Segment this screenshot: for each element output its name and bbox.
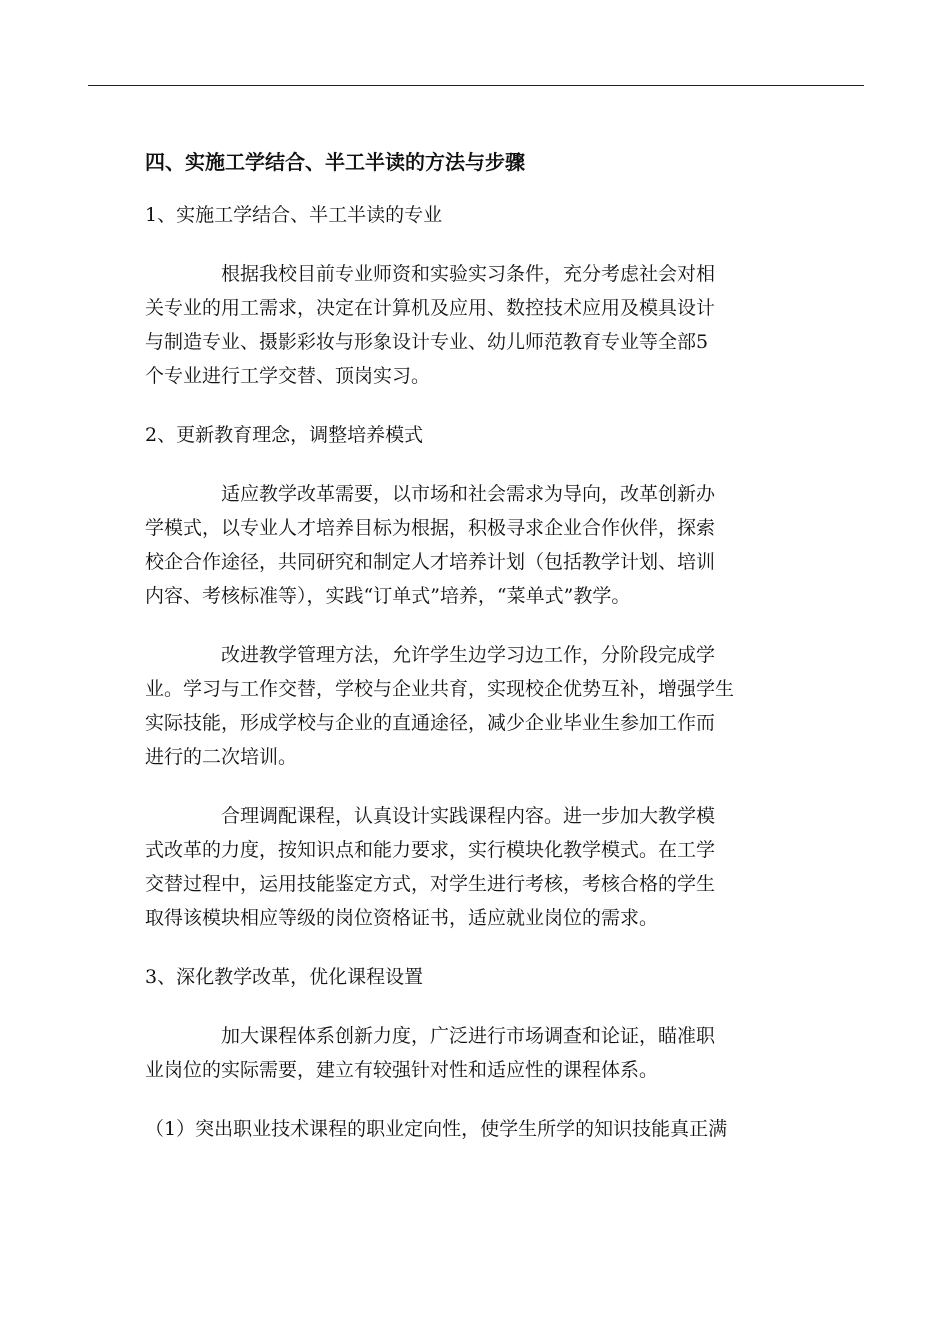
paragraph-line: 与制造专业、摄影彩妆与形象设计专业、幼儿师范教育专业等全部5 <box>145 331 709 353</box>
paragraph-line: 适应教学改革需要，以市场和社会需求为导向，改革创新办 <box>221 483 716 505</box>
paragraph-line: 合理调配课程，认真设计实践课程内容。进一步加大教学模 <box>221 805 716 827</box>
paragraph-line: 校企合作途径，共同研究和制定人才培养计划（包括教学计划、培训 <box>145 551 716 573</box>
paragraph-line: 关专业的用工需求，决定在计算机及应用、数控技术应用及模具设计 <box>145 297 716 319</box>
paragraph-line: 实际技能，形成学校与企业的直通途径，减少企业毕业生参加工作而 <box>145 712 716 734</box>
paragraph <box>145 257 810 393</box>
paragraph-line: 内容、考核标准等），实践“订单式”培养，“菜单式”教学。 <box>145 585 631 607</box>
paragraph-line: （1）突出职业技术课程的职业定向性，使学生所学的知识技能真正满 <box>145 1118 728 1140</box>
paragraph-line: 进行的二次培训。 <box>145 746 298 768</box>
paragraph <box>145 638 810 774</box>
subheading-1: 1、实施工学结合、半工半读的专业 <box>145 204 443 226</box>
subheading-3: 3、深化教学改革，优化课程设置 <box>145 966 424 988</box>
header-rule <box>88 85 864 86</box>
paragraph <box>145 799 810 935</box>
paragraph-line: 改进教学管理方法，允许学生边学习边工作，分阶段完成学 <box>221 644 716 666</box>
paragraph-line: 业岗位的实际需要，建立有较强针对性和适应性的课程体系。 <box>145 1059 659 1081</box>
paragraph-line: 取得该模块相应等级的岗位资格证书，适应就业岗位的需求。 <box>145 907 659 929</box>
paragraph-line: 业。学习与工作交替，学校与企业共育，实现校企优势互补，增强学生 <box>145 678 735 700</box>
paragraph-line: 加大课程体系创新力度，广泛进行市场调查和论证，瞄准职 <box>221 1025 716 1047</box>
subheading-2: 2、更新教育理念，调整培养模式 <box>145 424 424 446</box>
document-body <box>145 140 810 1171</box>
paragraph-line: 学模式，以专业人才培养目标为根据，积极寻求企业合作伙伴，探索 <box>145 517 716 539</box>
paragraph-line: 交替过程中，运用技能鉴定方式，对学生进行考核，考核合格的学生 <box>145 873 716 895</box>
paragraph-line: 根据我校目前专业师资和实验实习条件，充分考虑社会对相 <box>221 263 716 285</box>
paragraph-line: 个专业进行工学交替、顶岗实习。 <box>145 365 431 387</box>
paragraph-line: 式改革的力度，按知识点和能力要求，实行模块化教学模式。在工学 <box>145 839 716 861</box>
trailing-paragraph <box>145 1112 810 1146</box>
paragraph <box>145 1019 810 1087</box>
paragraph <box>145 477 810 613</box>
section-heading: 四、实施工学结合、半工半读的方法与步骤 <box>145 150 525 174</box>
